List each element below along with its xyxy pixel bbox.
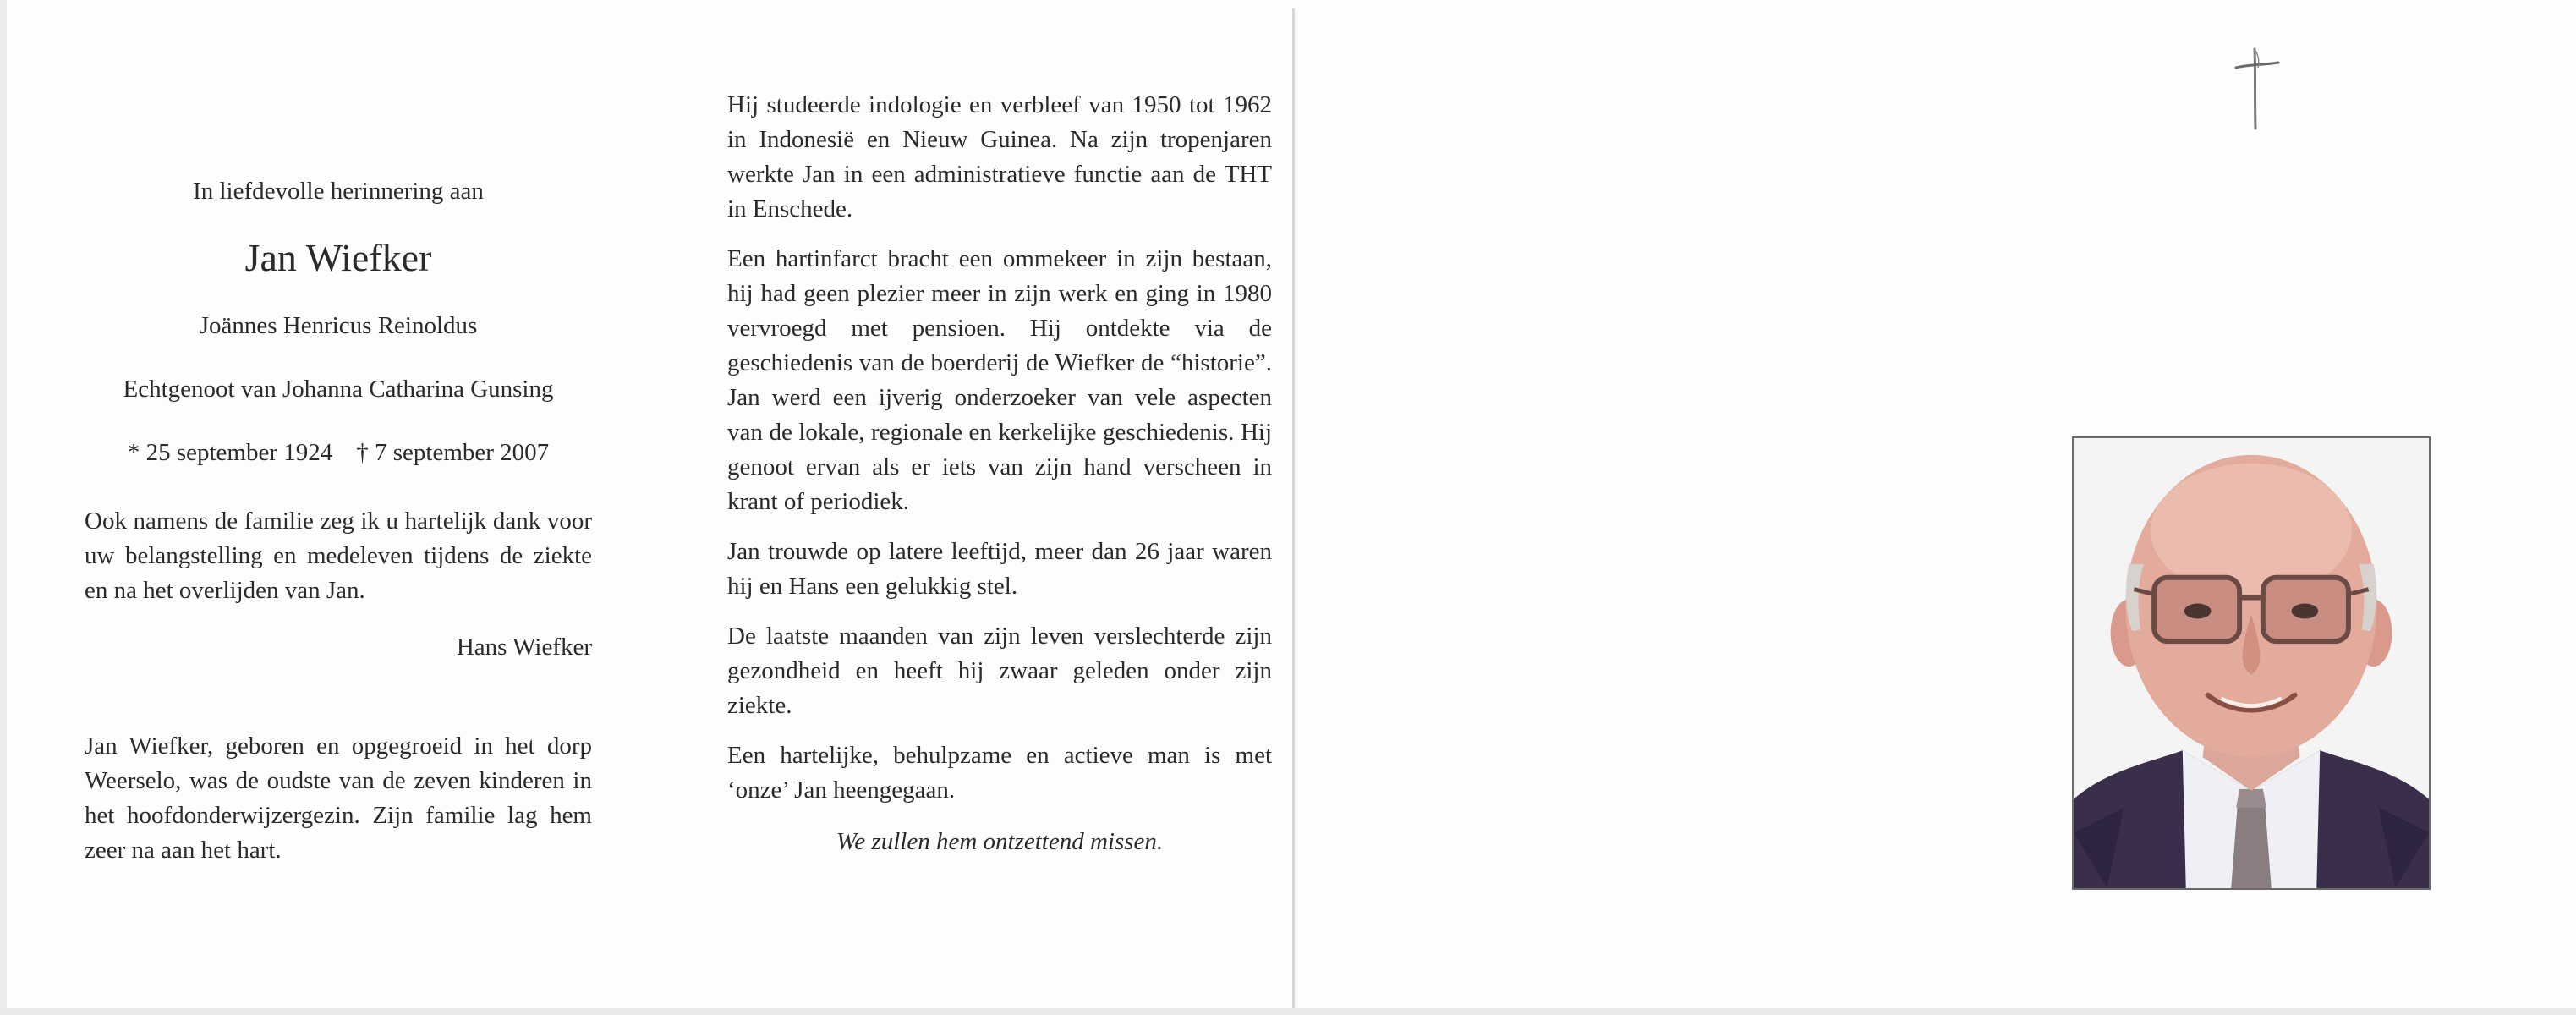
death-date: † 7 september 2007 <box>356 439 550 466</box>
card-bottom-edge <box>0 1008 2576 1015</box>
given-names: Joännes Henricus Reinoldus <box>199 312 478 339</box>
signature: Hans Wiefker <box>456 634 592 661</box>
birth-date: * 25 september 1924 <box>127 439 333 466</box>
spouse-line: Echtgenoot van Johanna Catharina Gunsing <box>123 376 554 403</box>
story-paragraph-3: Jan trouwde op latere leeftijd, meer dan 26 jaar waren hij en Hans een gelukkig stel. <box>727 538 1272 600</box>
left-column <box>85 169 592 868</box>
story-paragraph-1: Hij studeerde indologie en verbleef van 1950 tot 1962 in Indonesië en Nieuw Guinea. Na zijn tropenjaren werkte Jan in een administratieve functie aan de THT in Enschede. <box>727 91 1272 222</box>
bio-paragraph: Jan Wiefker, geboren en opgegroeid in het dorp Weerselo, was de oudste van de zeven kinderen in het hoofdonderwijzergezin. Zijn familie lag hem zeer na aan het hart. <box>85 732 592 864</box>
cross-icon <box>2229 42 2283 135</box>
card-left-edge <box>0 0 7 1015</box>
closing-line: We zullen hem ontzettend missen. <box>836 828 1164 855</box>
deceased-name: Jan Wiefker <box>244 236 432 279</box>
intro-text: In liefdevolle herinnering aan <box>193 178 484 205</box>
story-paragraph-2: Een hartinfarct bracht een ommekeer in zijn bestaan, hij had geen plezier meer in zijn werk en ging in 1980 vervroegd met pensioen. Hij ontdekte via de geschiedenis van de boerderij de Wiefker de “historie”. Jan werd een ijverig onderzoeker van vele aspecten van de lokale, regionale en kerkelijke geschiedenis. Hij genoot ervan als er iets van zijn hand verscheen in krant of periodiek. <box>727 245 1272 515</box>
story-paragraph-4: De laatste maanden van zijn leven verslechterde zijn gezondheid en heeft hij zwaar geleden onder zijn ziekte. <box>727 623 1272 719</box>
story-paragraph-5: Een hartelijke, behulpzame en actieve man is met ‘onze’ Jan heengegaan. <box>727 742 1272 804</box>
card-fold-line <box>1292 8 1295 1011</box>
life-dates <box>85 436 592 470</box>
portrait-photo <box>2072 436 2431 890</box>
middle-column <box>727 88 1272 859</box>
thanks-paragraph: Ook namens de familie zeg ik u hartelijk dank voor uw belangstelling en medeleven tijdens de ziekte en na het overlijden van Jan. <box>85 508 592 604</box>
